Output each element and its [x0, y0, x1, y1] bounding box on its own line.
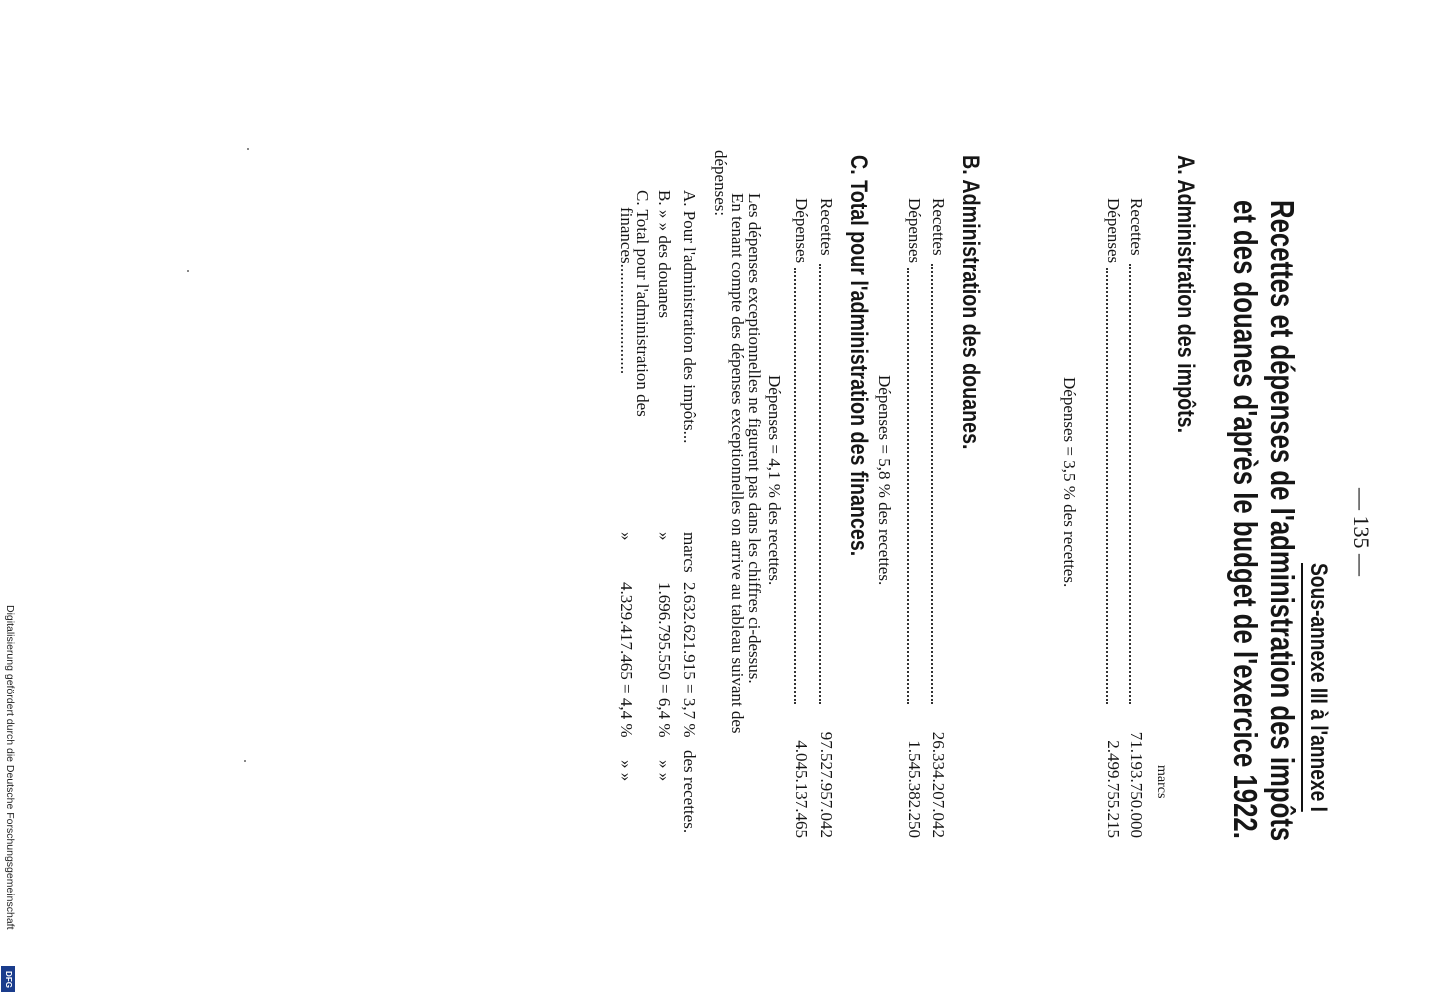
section-a-ratio: Dépenses = 3,5 % des recettes. [1060, 377, 1079, 588]
summary-row-c-suffix: » » [617, 760, 636, 782]
summary-row-a-unit: marcs [680, 532, 699, 573]
page-number: — 135 — [1349, 488, 1374, 576]
section-a-unit: marcs [1154, 765, 1169, 799]
section-a-heading: A. Administration des impôts. [1172, 155, 1199, 434]
section-b-ratio: Dépenses = 5,8 % des recettes. [875, 375, 894, 586]
digitization-credit: Digitalisierung gefördert durch die Deutsche Forschungsgemeinschaft [4, 605, 16, 930]
summary-row-b-unit: » [655, 532, 674, 541]
section-a-depenses-value: 2.499.755.215 [1104, 740, 1123, 838]
summary-row-a-value: 2.632.621.915 = 3,7 % [680, 582, 699, 738]
summary-row-c-unit: » [617, 532, 636, 541]
summary-row-b-suffix: » » [655, 760, 674, 782]
summary-row-b-label: B. » » des douanes [655, 190, 674, 318]
leader-dots [819, 264, 821, 704]
leader-dots [1129, 264, 1131, 704]
section-c-depenses-label: Dépenses [792, 198, 811, 264]
section-c-ratio: Dépenses = 4,1 % des recettes. [765, 375, 784, 586]
section-b-depenses-label: Dépenses [905, 198, 924, 264]
section-b-heading: B. Administration des douanes. [957, 155, 984, 450]
summary-row-a-label: A. Pour l'administration des impôts... [680, 190, 699, 444]
scan-speck [187, 270, 189, 272]
leader-dots [794, 268, 796, 704]
annex-title: Sous-annexe III à l'annexe I [1301, 563, 1332, 812]
section-c-recettes-label: Recettes [817, 198, 836, 256]
summary-row-c-label-cont: finances.......................... [617, 207, 636, 375]
section-b-recettes-label: Recettes [929, 198, 948, 256]
section-a-recettes-value: 71.193.750.000 [1127, 731, 1146, 838]
section-b-depenses-value: 1.545.382.250 [905, 740, 924, 838]
leader-dots [1106, 268, 1108, 704]
scan-speck [244, 760, 246, 762]
leader-dots [907, 268, 909, 704]
section-b-recettes-value: 26.334.207.042 [929, 731, 948, 838]
scan-speck [247, 148, 249, 150]
summary-row-c-label: C. Total pour l'administration des [633, 190, 652, 417]
document-title-line-1: Recettes et dépenses de l'administration des impôts [1264, 200, 1301, 842]
section-c-depenses-value: 4.045.137.465 [792, 740, 811, 838]
dfg-logo [1, 966, 15, 992]
summary-row-b-value: 1.696.795.550 = 6,4 % [655, 582, 674, 738]
document-title-line-2: et des douanes d'après le budget de l'exercice 1922. [1227, 200, 1264, 839]
leader-dots [931, 264, 933, 704]
dfg-logo-text: DFG [3, 970, 13, 988]
summary-row-c-value: 4.329.417.465 = 4,4 % [617, 582, 636, 738]
section-c-recettes-value: 97.527.957.042 [817, 731, 836, 838]
paragraph-line-2: En tenant compte des dépenses exceptionnelles on arrive au tableau suivant des [728, 193, 747, 734]
section-a-recettes-label: Recettes [1127, 198, 1146, 256]
paragraph-line-3: dépenses: [711, 150, 730, 217]
section-c-heading: C. Total pour l'administration des finances. [845, 155, 872, 557]
summary-row-a-suffix: des recettes. [680, 750, 699, 834]
section-a-depenses-label: Dépenses [1104, 198, 1123, 264]
paragraph-line-1: Les dépenses exceptionnelles ne figurent pas dans les chiffres ci-dessus. [745, 193, 764, 684]
